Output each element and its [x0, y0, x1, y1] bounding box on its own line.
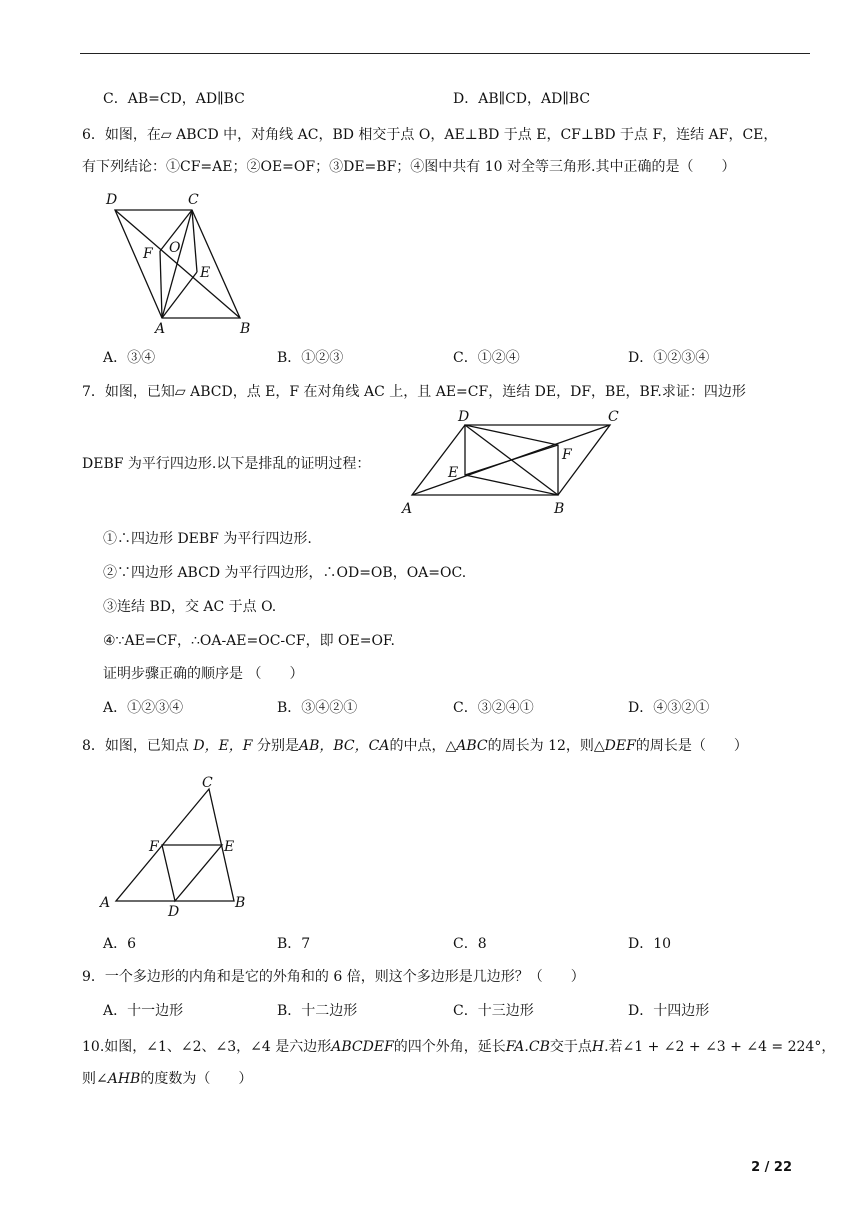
q7-option-a: A．①②③④ [103, 700, 184, 716]
q7-option-b: B．③④②① [277, 700, 358, 716]
q10-stem-mid: 的四个外角，延长 [393, 1039, 506, 1055]
q8-stem-tri2: DEF [604, 738, 636, 754]
q10-stem-lines: FA.CB [505, 1039, 550, 1055]
q7-option-c: C．③②④① [453, 700, 534, 716]
q8-stem-pre: 8．如图，已知点 [82, 738, 194, 754]
q8-label-c: C [202, 775, 213, 791]
q8-stem-post: 的周长是（ ） [635, 738, 748, 754]
q7-stem-line2: DEBF 为平行四边形.以下是排乱的证明过程： [82, 456, 371, 472]
q10-stem-angle: AHB [107, 1071, 141, 1087]
q8-stem-mid3: 的周长为 12，则△ [487, 738, 605, 754]
q8-label-e: E [224, 839, 235, 855]
q10-stem-line2-post: 的度数为（ ） [140, 1071, 253, 1087]
q10-stem-h: H [591, 1039, 605, 1055]
q7-label-e: E [448, 465, 459, 481]
q6-option-b: B．①②③ [277, 350, 344, 366]
q8-option-a: A．6 [103, 936, 137, 952]
q8-figure [98, 773, 258, 925]
q5-option-d: D．AB∥CD，AD∥BC [453, 91, 591, 107]
q10-stem-hex: ABCDEF [331, 1039, 394, 1055]
q7-step-3: ③连结 BD，交 AC 于点 O. [103, 599, 277, 615]
q6-label-d: D [106, 192, 118, 208]
q6-stem-line1: 6．如图，在▱ ABCD 中，对角线 AC，BD 相交于点 O，AE⊥BD 于点 E，CF⊥BD 于点 F，连结 AF，CE， [82, 127, 778, 143]
q8-stem-mid: 分别是 [252, 738, 299, 754]
q7-label-b: B [554, 501, 565, 517]
q8-stem-points: D，E，F [193, 738, 253, 754]
q8-label-a: A [100, 895, 111, 911]
q6-label-a: A [155, 321, 166, 337]
q5-option-c: C．AB=CD，AD∥BC [103, 91, 245, 107]
q8-stem-tri1: ABC [456, 738, 488, 754]
q7-label-f: F [562, 447, 572, 463]
q6-figure [100, 188, 270, 342]
q6-stem-line2: 有下列结论：①CF=AE；②OE=OF；③DE=BF；④图中共有 10 对全等三角形.其中正确的是（ ） [82, 159, 736, 175]
q6-option-a: A．③④ [103, 350, 156, 366]
q8-option-c: C．8 [453, 936, 487, 952]
q6-label-e: E [200, 265, 211, 281]
q9-option-d: D．十四边形 [628, 1003, 710, 1019]
q7-option-d: D．④③②① [628, 700, 710, 716]
q9-option-a: A．十一边形 [103, 1003, 184, 1019]
q10-stem-eq: .若∠1 + ∠2 + ∠3 + ∠4 = 224°， [604, 1039, 836, 1055]
q7-step-1: ①∴四边形 DEBF 为平行四边形. [103, 531, 312, 547]
q8-label-f: F [149, 839, 159, 855]
q9-option-c: C．十三边形 [453, 1003, 534, 1019]
q7-label-d: D [458, 409, 470, 425]
q8-option-b: B．7 [277, 936, 311, 952]
q6-label-b: B [240, 321, 251, 337]
q10-stem-line2 [82, 1069, 252, 1089]
q7-label-a: A [402, 501, 413, 517]
q6-option-d: D．①②③④ [628, 350, 710, 366]
q7-stem-line1: 7．如图，已知▱ ABCD，点 E，F 在对角线 AC 上，且 AE=CF，连结 DE，DF，BE，BF.求证：四边形 [82, 384, 746, 400]
q7-figure [400, 407, 630, 523]
q7-label-c: C [608, 409, 619, 425]
q10-stem-line2-pre: 则∠ [82, 1071, 108, 1087]
q8-stem [82, 736, 748, 756]
q7-ask: 证明步骤正确的顺序是 （ ） [103, 666, 304, 682]
q10-stem-line1 [82, 1037, 835, 1057]
q8-stem-mid2: 的中点，△ [389, 738, 457, 754]
q8-label-b: B [235, 895, 246, 911]
q8-option-d: D．10 [628, 936, 672, 952]
q7-step-4: ④∵AE=CF，∴OA-AE=OC-CF，即 OE=OF. [103, 633, 395, 649]
q8-label-d: D [168, 904, 180, 920]
q7-step-2: ②∵四边形 ABCD 为平行四边形，∴OD=OB，OA=OC. [103, 565, 467, 581]
q6-option-c: C．①②④ [453, 350, 520, 366]
q6-label-c: C [188, 192, 199, 208]
header-rule [80, 53, 810, 54]
q6-label-f: F [143, 246, 153, 262]
page-number: 2 / 22 [751, 1160, 792, 1175]
q10-stem-pre: 10.如图，∠1、∠2、∠3，∠4 是六边形 [82, 1039, 332, 1055]
q8-stem-sides: AB，BC，CA [298, 738, 390, 754]
q10-stem-mid2: 交于点 [549, 1039, 592, 1055]
q9-stem: 9．一个多边形的内角和是它的外角和的 6 倍，则这个多边形是几边形？（ ） [82, 969, 585, 985]
q9-option-b: B．十二边形 [277, 1003, 358, 1019]
q6-label-o: O [169, 240, 181, 256]
